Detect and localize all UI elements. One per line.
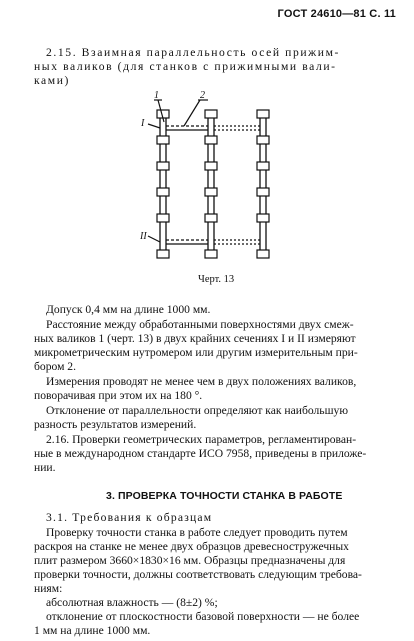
distance-line-1: Расстояние между обработанными поверхностями двух смеж- xyxy=(46,318,354,331)
section-2-15-line-3: ками) xyxy=(34,74,71,87)
distance-line-3: микрометрическим нутромером или другим измерительным при- xyxy=(34,346,358,359)
section-2-15-line-2: ных валиков (для станков с прижимными вали- xyxy=(34,60,337,73)
deviation-line-2: разность результатов измерений. xyxy=(34,418,197,431)
label-section-i: I xyxy=(141,118,145,129)
humidity-requirement: абсолютная влажность — (8±2) %; xyxy=(46,596,218,609)
label-instrument-2: 2 xyxy=(200,90,205,101)
measure-line-1: Измерения проводят не менее чем в двух положениях валиков, xyxy=(46,375,357,388)
section-3-1-line-3: плит размером 3660×1830×16 мм. Образцы предназначены для xyxy=(34,554,346,567)
drawing-caption: Черт. 13 xyxy=(198,274,235,285)
label-roller-1: 1 xyxy=(154,90,159,101)
distance-line-4: бором 2. xyxy=(34,360,76,373)
section-2-15-line-1: 2.15. Взаимная параллельность осей прижим- xyxy=(46,46,340,59)
section-3-1-line-4: проверки точности, должны соответствовать следующим требова- xyxy=(34,568,362,581)
section-2-16-line-2: ные в международном стандарте ИСО 7958, приведены в приложе- xyxy=(34,447,367,460)
section-3-1-title: 3.1. Требования к образцам xyxy=(46,511,213,524)
roller-segment xyxy=(205,250,217,258)
roller-segment xyxy=(257,136,269,144)
tolerance-line: Допуск 0,4 мм на длине 1000 мм. xyxy=(46,303,211,316)
standard-header: ГОСТ 24610—81 С. 11 xyxy=(277,8,396,20)
flatness-requirement-line-1: отклонение от плоскостности базовой поверхности — не более xyxy=(46,610,360,623)
roller-segment xyxy=(205,214,217,222)
section-3-1-line-5: ниям: xyxy=(34,582,63,595)
measure-line-2: поворачивая при этом их на 180 °. xyxy=(34,389,203,402)
roller-segment xyxy=(157,188,169,196)
roller-segment xyxy=(257,250,269,258)
roller-segment xyxy=(205,162,217,170)
roller-segment xyxy=(157,250,169,258)
section-3-title: 3. ПРОВЕРКА ТОЧНОСТИ СТАНКА В РАБОТЕ xyxy=(106,490,343,502)
roller-segment xyxy=(257,214,269,222)
section-3-1-line-2: раскроя на станке не менее двух образцов древесностружечных xyxy=(34,540,349,553)
roller-segment xyxy=(205,110,217,118)
roller-segment xyxy=(157,214,169,222)
deviation-line-1: Отклонение от параллельности определяют как наибольшую xyxy=(46,404,348,417)
flatness-requirement-line-2: 1 мм на длине 1000 мм. xyxy=(34,624,151,637)
roller-segment xyxy=(257,188,269,196)
roller-segment xyxy=(157,136,169,144)
distance-line-2: ных валиков 1 (черт. 13) в двух крайних сечениях I и II измеряют xyxy=(34,332,356,345)
roller-segment xyxy=(205,136,217,144)
roller-segment xyxy=(157,162,169,170)
roller-parallelism-drawing xyxy=(140,88,290,268)
label-section-ii: II xyxy=(140,231,147,242)
roller-segment xyxy=(257,110,269,118)
section-2-16-line-1: 2.16. Проверки геометрических параметров, регламентирован- xyxy=(46,433,357,446)
roller-segment xyxy=(257,162,269,170)
section-2-16-line-3: нии. xyxy=(34,461,56,474)
roller-segment xyxy=(205,188,217,196)
section-3-1-line-1: Проверку точности станка в работе следует проводить путем xyxy=(46,526,348,539)
